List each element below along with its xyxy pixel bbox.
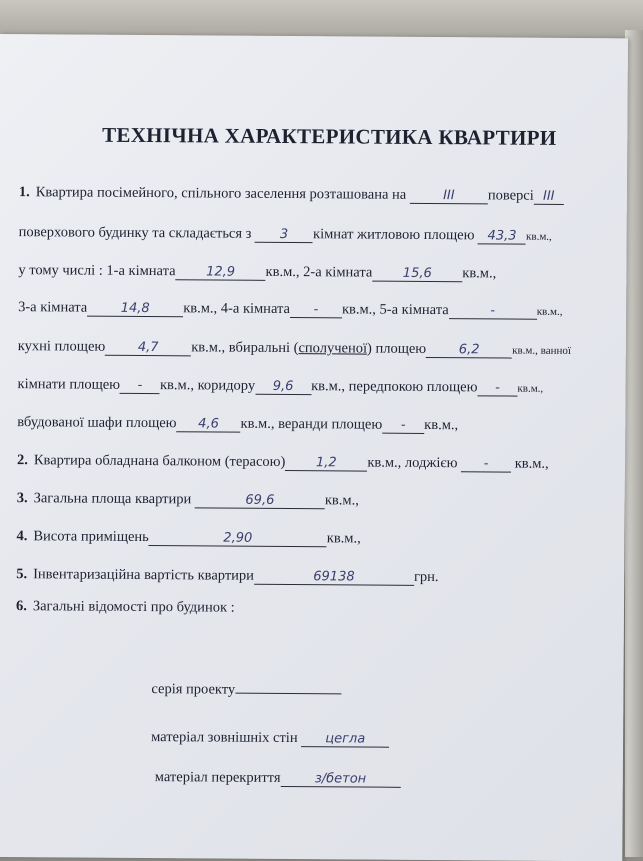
corridor-field: 9,6 — [255, 380, 311, 395]
walls-field: цегла — [301, 732, 389, 748]
text: кв.м., ванної — [512, 344, 571, 357]
section-1-line-5 — [18, 338, 571, 359]
room-1-field: 12,9 — [176, 265, 266, 281]
text: кухні площею — [17, 338, 106, 355]
section-number: 2. — [16, 452, 28, 469]
text: 3-а кімната — [18, 299, 88, 316]
kitchen-field: 4,7 — [105, 341, 191, 357]
unit: грн. — [413, 568, 439, 586]
room-3-field: 14,8 — [87, 302, 183, 318]
unit: кв.м., — [326, 530, 361, 547]
text: кв.м., лоджією — [367, 454, 458, 472]
section-5-line — [16, 566, 438, 586]
ceiling-line — [155, 769, 401, 788]
text: поверсі — [487, 187, 534, 204]
section-1-line-4 — [18, 299, 562, 320]
section-3-line — [17, 490, 359, 509]
total-area-label: Загальна площа квартири — [33, 490, 192, 508]
balcony-field: 1,2 — [285, 456, 367, 472]
text: кв.м., 2-а кімната — [265, 263, 373, 281]
section-number: 5. — [16, 566, 28, 583]
text: кімнати площею — [17, 376, 121, 393]
text: кв.м., вбиральні ( — [191, 339, 299, 357]
total-area-field: 69,6 — [195, 493, 325, 509]
room-5-field: - — [449, 304, 537, 320]
walls-label: матеріал зовнішніх стін — [151, 729, 298, 747]
walls-line — [151, 729, 389, 748]
ceiling-field: з/бетон — [280, 772, 400, 788]
section-6-line — [16, 598, 235, 617]
floor-field: III — [410, 189, 488, 205]
loggia-field: - — [461, 457, 511, 472]
text: кв.м., передпокою площею — [311, 378, 478, 396]
unit: кв.м., — [324, 492, 359, 509]
section-1-line-2 — [19, 224, 552, 245]
building-info-label: Загальні відомості про будинок : — [32, 598, 235, 616]
section-number: 4. — [16, 528, 28, 545]
inventory-value-label: Інвентаризаційна вартість квартири — [33, 566, 255, 584]
section-number: 1. — [18, 184, 30, 201]
section-1-line-1 — [19, 184, 564, 205]
veranda-field: - — [382, 419, 424, 434]
text: кв.м., — [462, 265, 497, 282]
unit: кв.м., — [536, 305, 563, 318]
text: кв.м., — [424, 416, 459, 434]
height-field: 2,90 — [149, 531, 327, 547]
height-label: Висота приміщень — [33, 528, 149, 546]
rooms-field: 3 — [255, 228, 313, 243]
section-number: 3. — [16, 490, 28, 507]
section-2-line — [17, 452, 549, 473]
series-field — [235, 693, 341, 695]
hall-field: - — [477, 381, 517, 396]
text: Квартира посімейного, спільного заселення розташована на — [35, 184, 407, 203]
text: у тому числі : 1-а кімната — [18, 262, 176, 280]
combined-type: сполученої — [298, 340, 368, 357]
text: кв.м., 5-а кімната — [341, 301, 449, 319]
text: кв.м., 4-а кімната — [183, 300, 291, 318]
document-page — [0, 34, 628, 861]
background-edge — [625, 30, 643, 857]
section-4-line — [16, 528, 360, 547]
bathroom-field: - — [120, 379, 160, 394]
toilet-field: 6,2 — [426, 343, 512, 359]
section-1-line-6 — [17, 376, 543, 397]
document-title: ТЕХНІЧНА ХАРАКТЕРИСТИКА КВАРТИРИ — [102, 122, 557, 150]
text: Квартира обладнана балконом (терасою) — [33, 452, 286, 471]
inventory-value-field: 69138 — [254, 570, 414, 586]
series-line — [151, 681, 341, 699]
closet-field: 4,6 — [176, 417, 240, 432]
series-label: серія проекту — [151, 681, 236, 698]
section-number: 6. — [15, 598, 27, 615]
text: ) площею — [366, 340, 427, 357]
text: кімнат житловою площею — [312, 226, 475, 244]
living-area-field: 43,3 — [478, 229, 526, 244]
text: кв.м., веранди площею — [240, 415, 383, 433]
text: кв.м., — [514, 455, 549, 472]
floors-total-field: III — [534, 190, 564, 205]
room-4-field: - — [290, 303, 342, 318]
ceiling-label: матеріал перекриття — [154, 769, 281, 786]
text: вбудованої шафи площею — [17, 414, 177, 432]
unit: кв.м., — [526, 230, 552, 243]
section-1-line-7 — [17, 414, 458, 434]
section-1-line-3 — [18, 262, 496, 282]
text: поверхового будинку та складається з — [18, 224, 252, 242]
text: кв.м., коридору — [159, 377, 256, 394]
room-2-field: 15,6 — [372, 267, 462, 283]
unit: кв.м., — [517, 382, 544, 395]
